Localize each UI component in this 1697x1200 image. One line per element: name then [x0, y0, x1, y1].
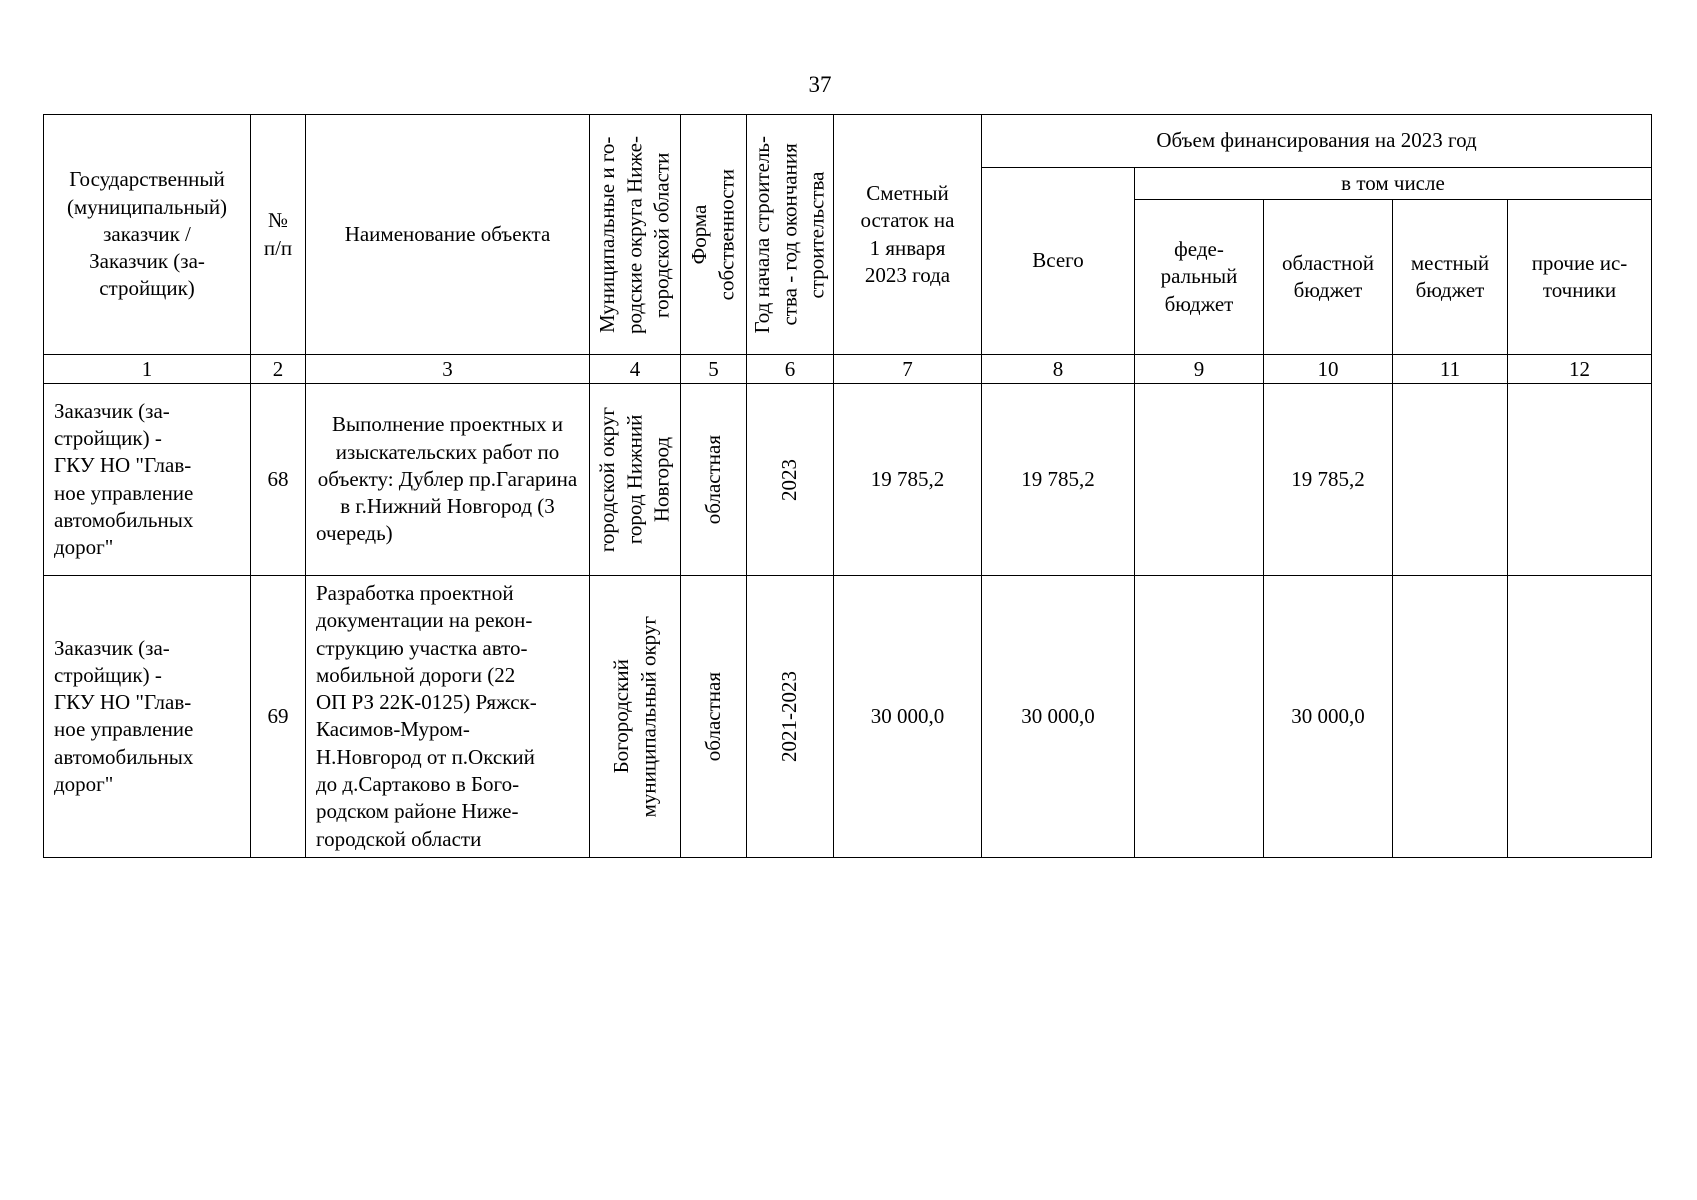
- header-federal: феде- ральный бюджет: [1135, 200, 1264, 355]
- header-local: местный бюджет: [1393, 200, 1508, 355]
- header-number: № п/п: [251, 115, 306, 355]
- row-total: 30 000,0: [982, 576, 1135, 858]
- header-row-1: [44, 115, 1652, 168]
- row-estimate-balance: 19 785,2: [834, 384, 982, 576]
- row-federal: [1135, 576, 1264, 858]
- row-municipality: [590, 576, 681, 858]
- row-municipality: [590, 384, 681, 576]
- row-number: 69: [251, 576, 306, 858]
- column-number: 4: [590, 355, 681, 384]
- row-ownership: [681, 576, 747, 858]
- column-number: 11: [1393, 355, 1508, 384]
- row-estimate-balance: 30 000,0: [834, 576, 982, 858]
- page-number: 37: [808, 72, 832, 97]
- table-row: [44, 576, 1652, 858]
- header-municipality-text: Муниципальные и го- родские округа Ниже- городской области: [595, 135, 674, 334]
- column-number: 6: [747, 355, 834, 384]
- row-regional: 30 000,0: [1264, 576, 1393, 858]
- row-municipality-text: Богородский муниципальный округ: [608, 615, 660, 818]
- column-number: 5: [681, 355, 747, 384]
- column-number: 2: [251, 355, 306, 384]
- column-number: 7: [834, 355, 982, 384]
- header-ownership: [681, 115, 747, 355]
- header-total: Всего: [982, 168, 1135, 355]
- row-years: [747, 384, 834, 576]
- column-number: 9: [1135, 355, 1264, 384]
- column-number: 12: [1508, 355, 1652, 384]
- row-ownership-text: областная: [700, 434, 725, 525]
- column-number: 8: [982, 355, 1135, 384]
- row-customer: Заказчик (за- стройщик) - ГКУ НО "Глав- ное управление автомобильных дорог": [44, 576, 251, 858]
- header-including: в том числе: [1135, 168, 1652, 200]
- table-row: [44, 384, 1652, 576]
- header-municipality: [590, 115, 681, 355]
- header-years: [747, 115, 834, 355]
- column-number: 10: [1264, 355, 1393, 384]
- row-ownership: [681, 384, 747, 576]
- row-object-name: Выполнение проектных и изыскательских работ по объекту: Дублер пр.Гагарина в г.Нижний Новгород (3 очередь): [306, 384, 590, 576]
- header-ownership-text: Форма собственности: [687, 168, 739, 301]
- row-number: 68: [251, 384, 306, 576]
- row-years: [747, 576, 834, 858]
- column-number: 1: [44, 355, 251, 384]
- column-number: 3: [306, 355, 590, 384]
- row-local: [1393, 384, 1508, 576]
- row-regional: 19 785,2: [1264, 384, 1393, 576]
- header-object-name: Наименование объекта: [306, 115, 590, 355]
- row-years-text: 2021-2023: [777, 670, 802, 762]
- header-years-text: Год начала строитель- ства - год окончания строительства: [750, 135, 829, 334]
- column-numbers-row: [44, 355, 1652, 384]
- row-other: [1508, 384, 1652, 576]
- header-estimate-balance: Сметный остаток на 1 января 2023 года: [834, 115, 982, 355]
- row-ownership-text: областная: [700, 671, 725, 762]
- row-customer: Заказчик (за- стройщик) - ГКУ НО "Глав- ное управление автомобильных дорог": [44, 384, 251, 576]
- row-object-name: Разработка проектной документации на рекон- струкцию участка авто- мобильной дороги (22 ОП РЗ 22К-0125) Ряжск- Касимов-Муром- Н.Новгород от п.Окский до д.Сартаково в Бого- родском районе Ниже- городской области: [306, 576, 590, 858]
- row-municipality-text: городской округ город Нижний Новгород: [595, 406, 674, 553]
- row-other: [1508, 576, 1652, 858]
- financing-table: [43, 114, 1652, 858]
- header-regional: областной бюджет: [1264, 200, 1393, 355]
- row-local: [1393, 576, 1508, 858]
- header-other: прочие ис- точники: [1508, 200, 1652, 355]
- row-years-text: 2023: [777, 458, 802, 501]
- header-financing-title: Объем финансирования на 2023 год: [982, 115, 1652, 168]
- row-total: 19 785,2: [982, 384, 1135, 576]
- header-customer: Государственный (муниципальный) заказчик / Заказчик (за- стройщик): [44, 115, 251, 355]
- row-federal: [1135, 384, 1264, 576]
